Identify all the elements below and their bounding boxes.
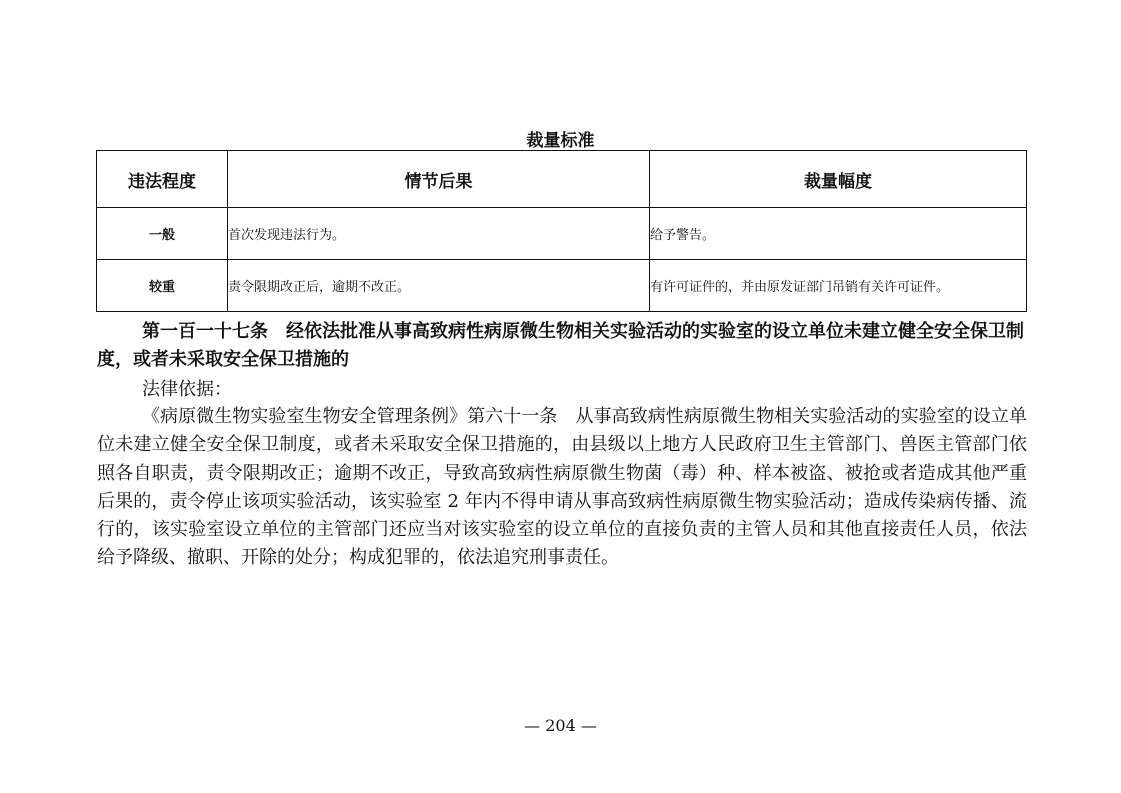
table-row bbox=[97, 208, 1027, 260]
row-penalty: 给予警告。 bbox=[650, 208, 1027, 260]
row-level: 一般 bbox=[97, 208, 228, 260]
table-caption: 裁量标准 bbox=[526, 131, 595, 151]
row-level: 较重 bbox=[97, 260, 228, 312]
row-penalty: 有许可证件的，并由原发证部门吊销有关许可证件。 bbox=[650, 260, 1027, 312]
discretion-standard-table bbox=[96, 150, 1027, 312]
row-circumstance: 首次发现违法行为。 bbox=[228, 208, 650, 260]
header-violation-degree: 违法程度 bbox=[97, 151, 228, 208]
legal-basis-text: 《病原微生物实验室生物安全管理条例》第六十一条 从事高致病性病原微生物相关实验活动的实验室的设立单位未建立健全安全保卫制度，或者未采取安全保卫措施的，由县级以上地方人民政府卫生主管部门、兽医主管部门依照各自职责，责令限期改正；逾期不改正，导致高致病性病原微生物菌（毒）种、样本被盗、被抢或者造成其他严重后果的，责令停止该项实验活动，该实验室 2 年内不得申请从事高致病性病原微生物实验活动；造成传染病传播、流行的，该实验室设立单位的主管部门还应当对该实验室的设立单位的直接负责的主管人员和其他直接责任人员，依法给予降级、撤职、开除的处分；构成犯罪的，依法追究刑事责任。 bbox=[97, 406, 1027, 569]
legal-basis-label: 法律依据： bbox=[142, 379, 232, 400]
header-circumstance: 情节后果 bbox=[228, 151, 650, 208]
row-circumstance: 责令限期改正后，逾期不改正。 bbox=[228, 260, 650, 312]
page-number: — 204 — bbox=[524, 716, 597, 735]
table-header-row bbox=[97, 151, 1027, 208]
header-penalty-range: 裁量幅度 bbox=[650, 151, 1027, 208]
table-row bbox=[97, 260, 1027, 312]
article-title: 第一百一十七条 经依法批准从事高致病性病原微生物相关实验活动的实验室的设立单位未建立健全安全保卫制度，或者未采取安全保卫措施的 bbox=[97, 321, 1024, 370]
